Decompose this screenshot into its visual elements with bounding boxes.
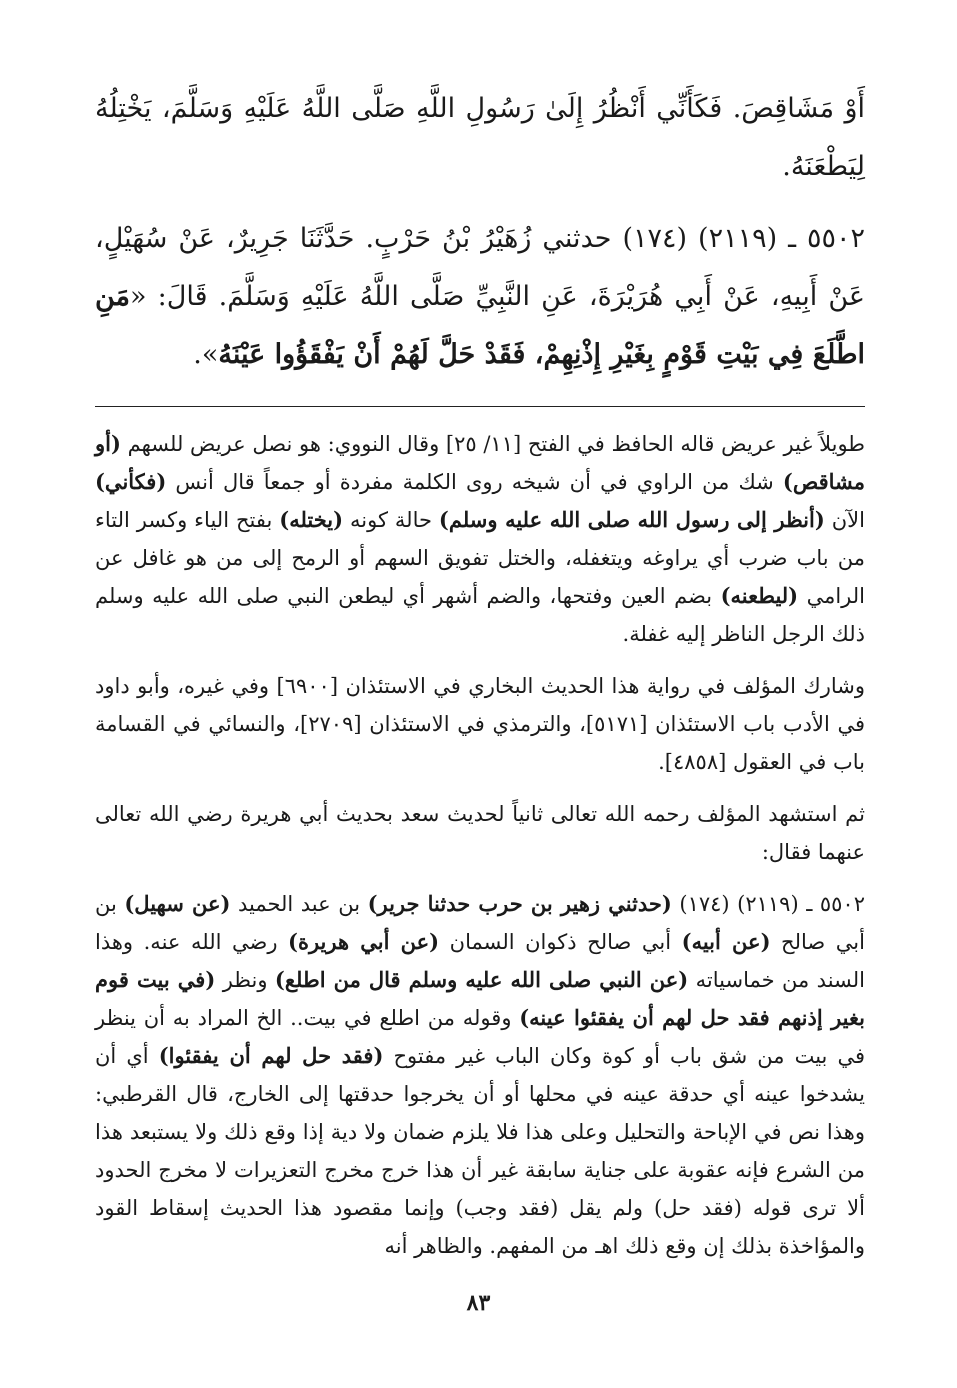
hadith-isnad: حدثني زُهَيْرُ بْنُ حَرْبٍ. حَدَّثَنَا جَرِيرٌ، عَنْ سُهَيْلٍ، عَنْ أَبِيهِ، عَنْ أَبِي هُرَيْرَةَ، عَنِ النَّبِيِّ صَلَّى اللَّهُ عَلَيْهِ وَسَلَّمَ. قَالَ: «	[95, 223, 865, 312]
bold-quote-segment: (فقد حل لهم أن يفقئوا)	[158, 1043, 384, 1068]
bold-quote-segment: (فكأني)	[95, 469, 167, 494]
commentary-text-segment: أبي صالح ذكوان السمان	[439, 930, 682, 954]
hadith-previous-line: أَوْ مَشَاقِصَ. فَكَأَنِّي أَنْظُرُ إِلَىٰ رَسُولِ اللَّهِ صَلَّى اللَّهُ عَلَيْهِ وَسَلَّمَ، يَخْتِلُهُ لِيَطْعَنَهُ.	[95, 93, 865, 182]
commentary-text-segment: وقوله من اطلع في بيت.. الخ المراد به أن ينظر في بيت من شق باب أو كوة وكان الباب غير مفتوح	[95, 1006, 865, 1068]
commentary-paragraph-2: وشارك المؤلف في رواية هذا الحديث البخاري في الاستئذان [٦٩٠٠] وفي غيره، وأبو داود في الأدب باب الاستئذان [٥١٧١]، والترمذي في الاستئذان [٢٧٠٩]، والنسائي في القسامة باب في العقول [٤٨٥٨].	[95, 674, 866, 774]
bold-quote-segment: (عن أبيه)	[681, 929, 771, 954]
page-number: ٨٣	[466, 1290, 491, 1316]
bold-quote-segment: (عن النبي صلى الله عليه وسلم قال من اطلع)	[274, 967, 689, 992]
hadith-previous-ending	[95, 80, 865, 196]
commentary-text-segment: ٥٥٠٢ ـ (٢١١٩) (١٧٤)	[671, 892, 865, 916]
bold-quote-segment: (في بيت قوم بغير إذنهم فقد حل لهم أن يفقئوا عينه)	[95, 967, 865, 1030]
bold-quote-segment: (يختله)	[279, 507, 344, 532]
bold-quote-segment: (ليطعنه)	[720, 583, 799, 608]
bold-quote-segment: (أو مشاقص)	[95, 431, 865, 494]
commentary-text-segment: بفتح الياء وكسر التاء من باب ضرب أي يراوغه ويتغفله، والختل تفويق السهم أو الرمح إلى من هو غافل عن الرامي	[95, 508, 865, 608]
commentary-text-segment: بن أبي صالح	[95, 892, 865, 954]
commentary-text-segment: طويلاً غير عريض قاله الحافظ في الفتح [١١/ ٢٥] وقال النووي: هو نصل عريض للسهم	[120, 432, 866, 456]
commentary-text-segment: شك من الراوي في أن شيخه روى الكلمة مفردة أو جمعاً قال أنس	[166, 470, 783, 494]
bold-quote-segment: (أنظر إلى رسول الله صلى الله عليه وسلم)	[438, 507, 825, 532]
commentary-text-segment: أي أن يشدخوا عينه أي حدقة عينه في محلها أو أن يخرجوا حدقتها إلى الخارج، قال القرطبي: وهذا نص في الإباحة والتحليل وعلى هذا فلا يلزم ضمان ولا دية إذا وقع ذلك ولا يستبعد هذا من الشرع فإنه عقوبة على جناية سابقة غير أن هذا خرج مخرج التعزيرات لا مخرج الحدود ألا ترى قوله (فقد حل) ولم يقل (فقد وجب) وإنما مقصود هذا الحديث إسقاط القود والمؤاخذة بذلك إن وقع ذلك اهـ من المفهم. والظاهر أنه	[95, 1044, 865, 1258]
commentary-block	[95, 425, 865, 1265]
hadith-number: ٥٥٠٢ ـ (٢١١٩) (١٧٤)	[622, 223, 866, 254]
section-divider	[95, 406, 865, 407]
bold-quote-segment: (عن أبي هريرة)	[288, 929, 440, 954]
commentary-text-segment: بن عبد الحميد	[230, 892, 368, 916]
hadith-matn-close: ».	[193, 339, 219, 370]
commentary-text-segment: رضي الله عنه. وهذا السند من خماسياته	[95, 930, 866, 992]
hadith-matn: مَنِ اطَّلَعَ فِي بَيْتِ قَوْمٍ بِغَيْرِ إِذْنِهِمْ، فَقَدْ حَلَّ لَهُمْ أَنْ يَفْقَؤُوا عَيْنَهُ	[95, 281, 865, 370]
hadith-text-block	[95, 80, 865, 384]
commentary-paragraph-3: ثم استشهد المؤلف رحمه الله تعالى ثانياً لحديث سعد بحديث أبي هريرة رضي الله تعالى عنهما فقال:	[95, 802, 865, 864]
commentary-paragraph-1	[95, 425, 865, 653]
commentary-text-segment: بضم العين وفتحها، والضم أشهر أي ليطعن النبي صلى الله عليه وسلم ذلك الرجل الناظر إليه غفلة.	[95, 584, 865, 646]
commentary-text-segment: حالة كونه	[343, 508, 439, 532]
bold-quote-segment: (حدثني زهير بن حرب حدثنا جرير)	[367, 891, 672, 916]
hadith-paragraph	[95, 210, 865, 384]
commentary-paragraph-4	[95, 885, 865, 1265]
commentary-text-segment: ونظر	[215, 968, 275, 992]
commentary-text-segment: الآن	[824, 508, 865, 532]
bold-quote-segment: (عن سهيل)	[124, 891, 231, 916]
book-page	[95, 80, 865, 1320]
